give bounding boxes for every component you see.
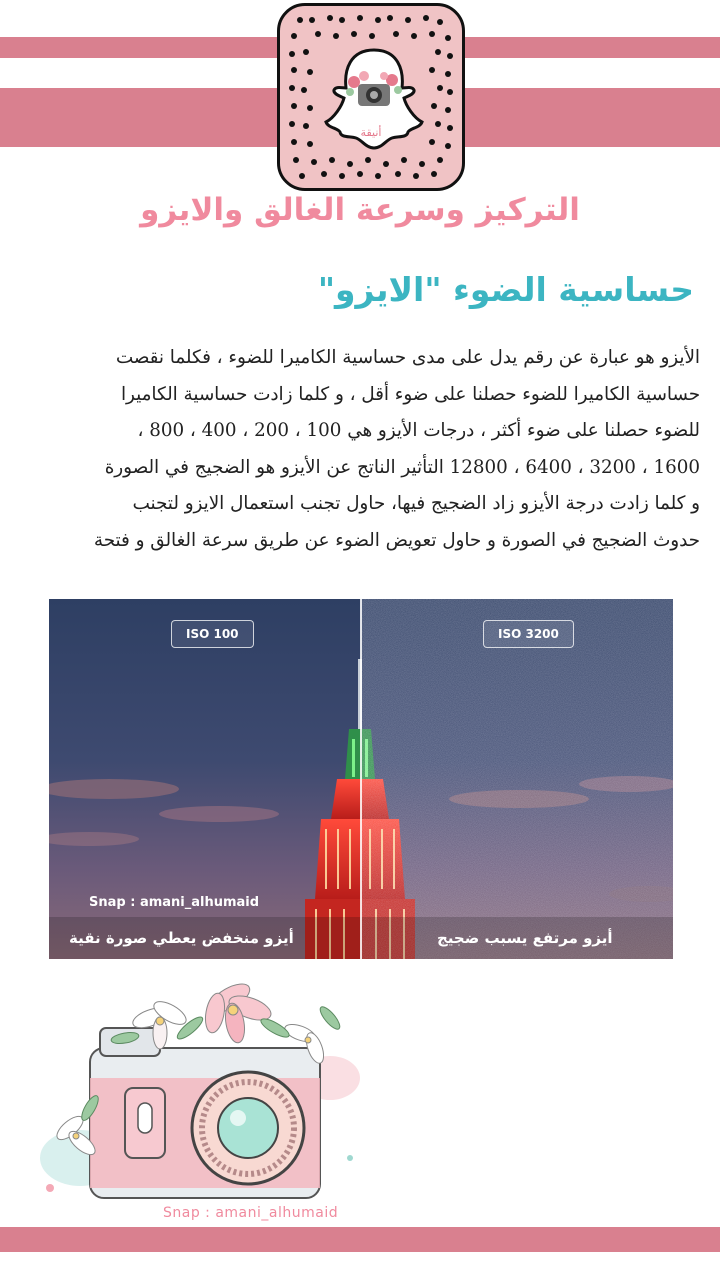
iso-badge-high: ISO 3200: [483, 620, 574, 648]
footer-snap-watermark: Snap : amani_alhumaid: [163, 1205, 339, 1221]
paragraph-line: و كلما زادت درجة الأيزو زاد الضجيج فيها، حاول تجنب استعمال الايزو لتجنب: [132, 493, 700, 514]
main-title: التركيز وسرعة الغالق والايزو: [140, 192, 580, 228]
paragraph-line: للضوء حصلنا على ضوء أكثر ، درجات الأيزو هي 100 ، 200 ، 400 ، 800 ،: [137, 420, 700, 441]
comparison-divider: [360, 599, 362, 959]
bottom-stripe: [0, 1227, 720, 1252]
iso-paragraph: [20, 340, 700, 559]
caption-low-iso: أيزو منخفض يعطي صورة نقية: [69, 929, 294, 947]
paragraph-line: الأيزو هو عبارة عن رقم يدل على مدى حساسية الكاميرا للضوء ، فكلما نقصت: [115, 347, 700, 368]
photo-snap-watermark: Snap : amani_alhumaid: [89, 895, 260, 910]
snapcode-name: أنيقة: [360, 126, 382, 139]
iso-comparison-photo: [49, 599, 673, 959]
camera-flowers-illustration: [30, 958, 370, 1218]
section-title: حساسية الضوء "الايزو": [317, 270, 694, 309]
snapcode[interactable]: [277, 3, 465, 191]
iso-badge-low: ISO 100: [171, 620, 254, 648]
paragraph-line: 1600 ، 3200 ، 6400 ، 12800 التأثير الناتج عن الأيزو هو الضجيج في الصورة: [104, 456, 700, 478]
paragraph-line: حساسية الكاميرا للضوء حصلنا على ضوء أقل ، و كلما زادت حساسية الكاميرا: [120, 383, 700, 405]
paragraph-line: حدوث الضجيج في الصورة و حاول تعويض الضوء عن طريق سرعة الغالق و فتحة: [93, 529, 700, 551]
caption-high-iso: أيزو مرتفع يسبب ضجيج: [437, 929, 613, 947]
